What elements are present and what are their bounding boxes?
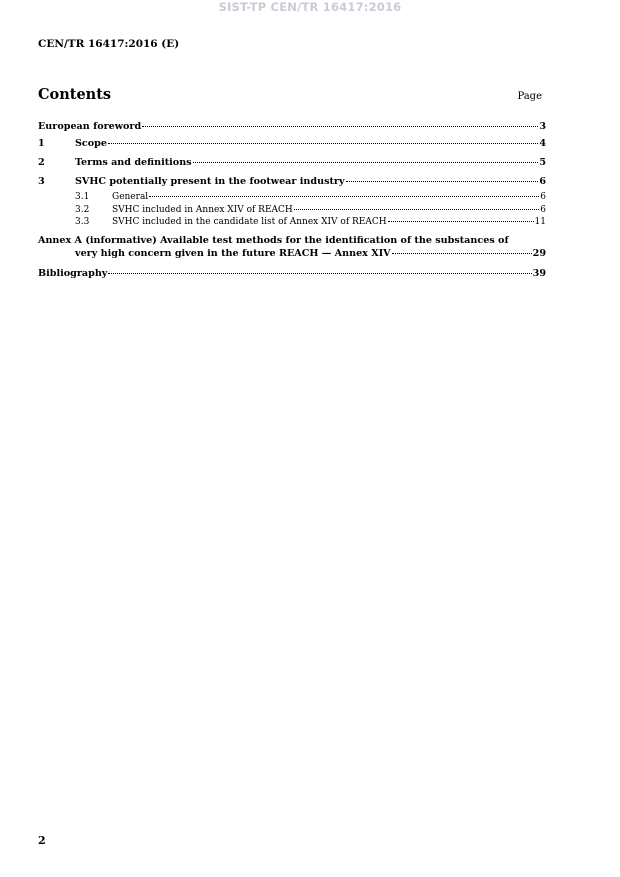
document-id: CEN/TR 16417:2016 (E)	[38, 38, 180, 50]
dot-leader	[149, 196, 539, 197]
annex-title-line-2-row	[75, 247, 546, 260]
toc-entry-page: 39	[532, 267, 546, 279]
dot-leader	[193, 162, 539, 163]
dot-leader	[392, 253, 532, 254]
annex-title-line-2: very high concern given in the future REACH — Annex XIV	[75, 247, 391, 259]
contents-title: Contents	[38, 86, 112, 103]
toc-subentry-title: General	[112, 192, 149, 202]
toc-subentry-title: SVHC included in the candidate list of Annex XIV of REACH	[112, 217, 387, 227]
table-of-contents	[38, 119, 546, 283]
toc-entry-page: 29	[532, 247, 546, 259]
contents-header	[38, 86, 542, 103]
toc-entry-title: European foreword	[38, 121, 142, 132]
dot-leader	[142, 126, 538, 127]
dot-leader	[388, 221, 534, 222]
toc-subentry-annex-xiv[interactable]	[75, 204, 546, 217]
annex-title-line-1: Annex A (informative) Available test methods for the identification of the substances of	[38, 234, 509, 246]
toc-subentry-number: 3.1	[75, 192, 90, 202]
toc-subentry-page: 11	[534, 217, 546, 227]
toc-subentry-title: SVHC included in Annex XIV of REACH	[112, 204, 293, 215]
toc-entry-number: 1	[38, 138, 45, 149]
toc-subentry-number: 3.3	[75, 217, 90, 227]
toc-entry-terms[interactable]	[38, 153, 546, 172]
toc-subentry-page: 6	[540, 204, 546, 215]
dot-leader	[108, 273, 531, 274]
toc-subentry-general[interactable]	[75, 191, 546, 204]
toc-subentry-number: 3.2	[75, 204, 90, 215]
toc-entry-page: 3	[539, 121, 546, 132]
watermark: SIST-TP CEN/TR 16417:2016	[218, 0, 402, 14]
toc-entry-foreword[interactable]	[38, 119, 546, 134]
toc-entry-page: 6	[539, 176, 546, 187]
toc-entry-title: Terms and definitions	[75, 157, 192, 168]
toc-entry-page: 4	[539, 138, 546, 149]
toc-subentry-page: 6	[540, 192, 546, 202]
toc-entry-svhc[interactable]	[38, 172, 546, 191]
toc-entry-title: Bibliography	[38, 267, 108, 279]
toc-entry-number: 3	[38, 176, 45, 187]
dot-leader	[346, 181, 539, 182]
toc-subentry-candidate-list[interactable]	[75, 216, 546, 229]
toc-entry-title: Scope	[75, 138, 107, 149]
toc-entry-number: 2	[38, 157, 45, 168]
toc-entry-annex-a[interactable]	[38, 234, 546, 260]
dot-leader	[294, 209, 540, 210]
toc-entry-scope[interactable]	[38, 134, 546, 153]
page-number: 2	[38, 834, 46, 847]
toc-entry-bibliography[interactable]	[38, 264, 546, 283]
dot-leader	[108, 143, 538, 144]
toc-entry-title: SVHC potentially present in the footwear industry	[75, 176, 345, 187]
toc-entry-page: 5	[539, 157, 546, 168]
page-column-label: Page	[517, 91, 542, 102]
